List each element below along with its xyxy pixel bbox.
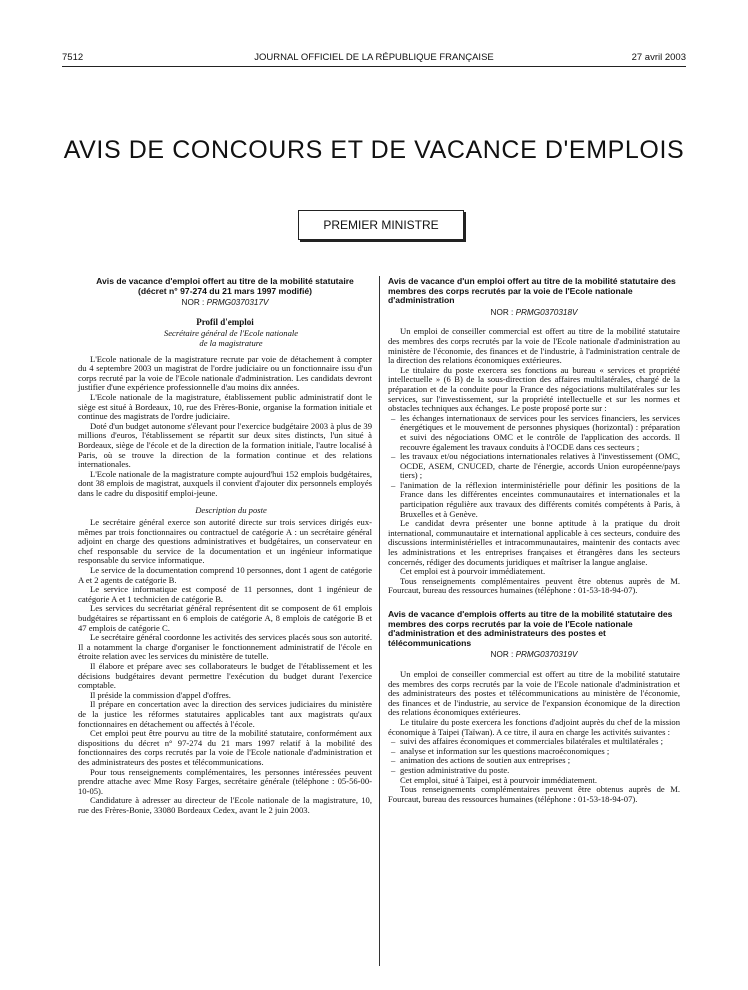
paragraph: Les services du secrétariat général représentent dit se composent de 61 emplois budgétaires se répartissant en 6 emplois de catégorie A, 8 emplois de catégorie B et 47 emplois de catégorie C. (78, 603, 372, 633)
paragraph: L'Ecole nationale de la magistrature recrute par voie de détachement à compter du 4 septembre 2003 un magistrat de l'ordre judiciaire ou un fonctionnaire issu d'un corps recruté par la voie de l'Ecole nationale d'administration. Les candidats devront justifier d'une expérience professionnelle d'au moins dix années. (78, 353, 372, 393)
paragraph: Doté d'un budget autonome s'élevant pour l'exercice budgétaire 2003 à plus de 39 millions d'euros, l'établissement se répartit sur deux sites distincts, l'un situé à Bordeaux, siège de l'école et de la direction de la formation initiale, l'autre localisé à Paris, où se trouve la direction de la formation continue et des relations internationales. (78, 420, 372, 470)
page-number: 7512 (62, 52, 84, 63)
ad-title-left: Avis de vacance d'emploi offert au titre de la mobilité statutaire (décret n° 97-274 du 21 mars 1997 modifié) (96, 276, 354, 296)
nor-label: NOR : (181, 298, 205, 308)
ad-title-right-1: Avis de vacance d'un emploi offert au titre de la mobilité statutaire des membres des corps recrutés par la voie de l'Ecole nationale d'administration (388, 276, 676, 306)
paragraph: Cet emploi est à pourvoir immédiatement. (400, 566, 546, 577)
poste-title-line2: de la magistrature (199, 337, 263, 348)
paragraph: Tous renseignements complémentaires peuvent être obtenus auprès de M. Fourcaut, bureau des ressources humaines (téléphone : 01-53-18-94-07). (388, 575, 680, 596)
nor-code: PRMG0370319V (515, 650, 578, 660)
paragraph: Le service de la documentation comprend 10 personnes, dont 1 agent de catégorie A et 2 agents de catégorie B. (78, 565, 372, 585)
issue-date: 27 avril 2003 (631, 52, 686, 63)
nor-code: PRMG0370318V (515, 307, 578, 317)
section-box: PREMIER MINISTRE (298, 210, 464, 240)
column-divider (379, 276, 380, 966)
paragraph: Pour tous renseignements complémentaires, les personnes intéressées peuvent prendre attache avec Mme Rosy Farges, secrétaire générale (téléphone : 05-56-00-10-05). (78, 766, 372, 796)
main-title: AVIS DE CONCOURS ET DE VACANCE D'EMPLOIS (63, 136, 685, 164)
nor-label: NOR : (490, 650, 514, 660)
list-item: – suivi des affaires économiques et commerciales bilatérales et multilatérales ; (400, 737, 680, 747)
profil-heading: Profil d'emploi (196, 316, 254, 327)
list-item: – animation des actions de soutien aux entreprises ; (400, 756, 680, 766)
paragraph: Un emploi de conseiller commercial est offert au titre de la mobilité statutaire des membres des corps recrutés par la voie de l'Ecole nationale d'administration et des administrateurs des postes et télécommunications au ministère de l'économie, des finances et de l'industrie, au service de l'expansion économique de la direction des relations économiques extérieures. (388, 668, 680, 718)
paragraph: Le titulaire du poste exercera ses fonctions au bureau « services et propriété intellectuelle » (6 B) de la sous-direction des affaires multilatérales, chargé de la préparation et de la conduite pour la France des négociations multilatérales sur les services, sur l'investissement, sur la propriété intellectuelle et sur les normes et obstacles techniques aux échanges. Le poste proposé porte sur : (388, 364, 680, 414)
paragraph: Le secrétaire général coordonne les activités des services placés sous son autorité. Il a notamment la charge d'organiser le fonctionnement administratif de l'école en étroite relation avec les services du ministère de tutelle. (78, 632, 372, 662)
bullet-list (388, 414, 680, 520)
paragraph: Le candidat devra présenter une bonne aptitude à la pratique du droit international, communautaire et international applicable à ces secteurs, conduire des discussions interministérielles et intracommunautaires, maintenir des contacts avec les administrations et les entreprises françaises et étrangères dans les secteurs concernés, rédiger des documents juridiques et maîtriser la langue anglaise. (388, 518, 680, 567)
list-item: – les travaux et/ou négociations internationales relatives à l'investissement (OMC, OCDE, ASEM, CNUCED, charte de l'énergie, accords Union européenne/pays tiers) ; (400, 452, 680, 481)
paragraph: L'Ecole nationale de la magistrature, établissement public administratif dont le siège est situé à Bordeaux, 10, rue des Frères-Bonie, organise la formation initiale et continue des magistrats de l'ordre judiciaire. (78, 391, 372, 422)
list-item: – l'animation de la réflexion interministérielle pour définir les positions de la France dans les différentes enceintes communautaires et internationales et la participation régulière aux travaux des différents comités compétents à Paris, à Bruxelles et à Genève. (400, 481, 680, 519)
paragraph: L'Ecole nationale de la magistrature compte aujourd'hui 152 emplois budgétaires, dont 38 emplois de magistrat, auxquels il convient d'ajouter dix personnels employés dans le cadre du dispositif emploi-jeune. (78, 468, 372, 498)
nor-label: NOR : (490, 307, 514, 317)
nor-code: PRMG0370317V (206, 298, 269, 308)
paragraph: Cet emploi peut être pourvu au titre de la mobilité statutaire, conformément aux dispositions du décret n° 97-274 du 21 mars 1997 relatif à la mobilité des fonctionnaires des corps recrutés par la voie de l'Ecole nationale d'administration et des administrateurs des postes et télécommunications. (78, 728, 372, 767)
nor-line (78, 298, 372, 308)
paragraph: Le titulaire du poste exercera les fonctions d'adjoint auprès du chef de la mission économique à Taipei (Taïwan). A ce titre, il aura en charge les activités suivantes : (388, 716, 680, 737)
poste-title-line1: Secrétaire général de l'Ecole nationale (163, 328, 299, 339)
paragraph: Il élabore et prépare avec ses collaborateurs le budget de l'établissement et les décisions budgétaires devant permettre l'exécution du budget durant l'exercice comptable. (78, 660, 372, 691)
paragraph: Cet emploi, situé à Taipei, est à pourvoir immédiatement. (400, 774, 598, 785)
description-heading: Description du poste (195, 505, 267, 516)
paragraph: Tous renseignements complémentaires peuvent être obtenus auprès de M. Fourcaut, bureau des ressources humaines (téléphone : 01-53-18-94-07). (388, 784, 680, 804)
nor-line (388, 650, 680, 660)
paragraph: Le service informatique est composé de 11 personnes, dont 1 ingénieur de catégorie A et 1 technicien de catégorie B. (78, 584, 372, 604)
list-item: – les échanges internationaux de services pour les services financiers, les services énergétiques et le mouvement de personnes physiques (horizontal) : préparation et suivi des négociations OMC et le contrôle de l'application des accords. Il recouvre également les travaux conduits à l'OCDE dans ces secteurs ; (400, 414, 680, 452)
paragraph: Il prépare en concertation avec la direction des services judiciaires du ministère de la justice les réformes statutaires applicables tant aux magistrats qu'aux fonctionnaires en détachement ou affectés à l'école. (78, 699, 372, 729)
ad-title-right-2: Avis de vacance d'emplois offerts au titre de la mobilité statutaire des membres des corps recrutés par la voie de l'Ecole nationale d'administration et des administrateurs des postes et télécommunications (388, 609, 673, 648)
paragraph: Il préside la commission d'appel d'offres. (90, 689, 231, 700)
paragraph: Le secrétaire général exerce son autorité directe sur trois services dirigés eux-mêmes par trois fonctionnaires ou contractuel de catégorie A : un secrétaire général adjoint en charge des questions administratives et budgétaires, un conservateur en chef responsable du service de la documentation et un ingénieur informatique responsable du service informatique. (78, 517, 372, 566)
header-rule (62, 66, 686, 67)
paragraph: Candidature à adresser au directeur de l'Ecole nationale de la magistrature, 10, rue des Frères-Bonie, 33080 Bordeaux Cedex, avant le 2 juin 2003. (78, 795, 372, 815)
paragraph: Un emploi de conseiller commercial est offert au titre de la mobilité statutaire des membres des corps recrutés par la voie de l'Ecole nationale d'administration au ministère de l'économie, des finances et de l'industrie, à l'administration centrale de la direction des relations économiques extérieures. (388, 326, 680, 366)
list-item: – analyse et information sur les questions macroéconomiques ; (400, 747, 680, 757)
journal-title: JOURNAL OFFICIEL DE LA RÉPUBLIQUE FRANÇAISE (254, 52, 494, 63)
list-item: – gestion administrative du poste. (400, 766, 680, 776)
page-header (62, 52, 686, 66)
right-column (388, 277, 680, 804)
nor-line (388, 308, 680, 318)
bullet-list (388, 737, 680, 775)
left-column (78, 277, 372, 815)
